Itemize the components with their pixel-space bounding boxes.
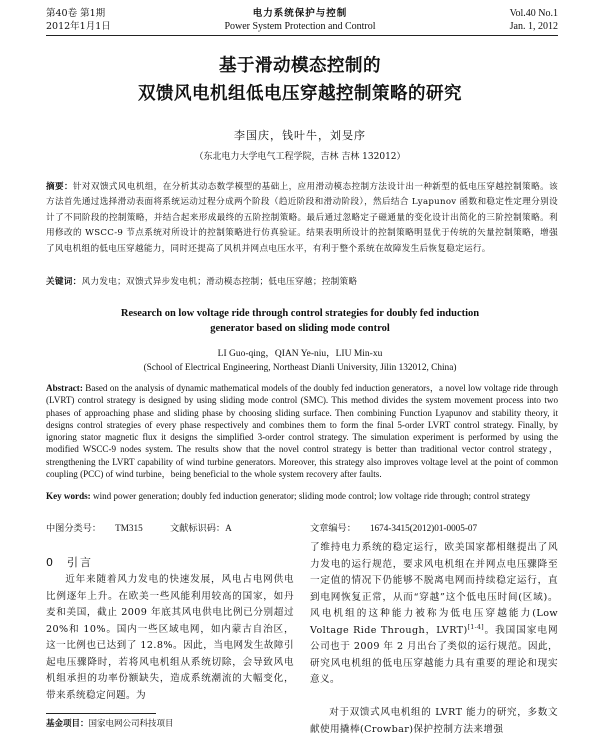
clc-label: 中图分类号： xyxy=(46,523,102,534)
header-volume-en: Vol.40 No.1 xyxy=(509,8,558,19)
classification-clc xyxy=(46,520,143,534)
header-volume-cn: 第40卷 第1期 xyxy=(46,8,106,19)
footnote-label: 基金项目： xyxy=(46,719,89,729)
keywords-en-text: wind power generation; doubly fed induction generator; sliding mode control; low voltage ride through; control strategy xyxy=(93,491,531,501)
classification-doc xyxy=(170,520,232,534)
title-en-line2: generator based on sliding mode control xyxy=(210,323,390,334)
section-title: 引言 xyxy=(67,556,93,569)
section-number: 0 xyxy=(46,556,53,569)
doc-label: 文献标识码： xyxy=(170,523,226,534)
keywords-cn xyxy=(46,275,558,290)
article-value: 1674-3415(2012)01-0005-07 xyxy=(369,523,478,533)
body-left-paragraph: 近年来随着风力发电的快速发展，风电占电网供电比例逐年上升。在欧美一些风能利用较高的国家，如丹麦和美国，截止 2009 年底其风电供电比例已分别超过 20%和 10%。国内一些区域电网，如内蒙古自治区，这一比例也已达到了 12.8%。因此，当电网发生故障引起电压骤降时，若将风电机组从系统切除，会导致风电机组承担的功率份额缺失，造成系统潮流的大幅变化，带来系统稳定问题。为 xyxy=(46,574,294,701)
keywords-cn-text: 风力发电；双馈式异步发电机；滑动模态控制；低电压穿越；控制策略 xyxy=(81,277,358,287)
citation-ref: [1-4] xyxy=(467,623,484,631)
header-journal-en: Power System Protection and Control xyxy=(224,21,376,32)
abstract-cn xyxy=(46,180,558,257)
doc-value: A xyxy=(225,523,232,533)
body-right-paragraph-2: 对于双馈式风电机组的 LVRT 能力的研究，多数文献使用撬棒(Crowbar)保护控制方法来增强 xyxy=(310,707,558,735)
footnote-text: 国家电网公司科技项目 xyxy=(88,719,174,729)
article-label: 文章编号： xyxy=(310,523,356,534)
header-journal-cn: 电力系统保护与控制 xyxy=(252,8,348,19)
body-right-para1-after: 。我国国家电网公司也于 2009 年 2 月出台了类似的运行规范。因此，研究风电机组的低电压穿越能力具有重要的理论和现实意义。 xyxy=(310,624,558,685)
abstract-en-label: Abstract: xyxy=(46,383,83,393)
affiliation-cn: （东北电力大学电气工程学院，吉林 吉林 132012） xyxy=(194,152,406,162)
keywords-cn-label: 关键词： xyxy=(46,277,82,287)
authors-cn: 李国庆，钱叶牛，刘旻序 xyxy=(234,129,366,142)
abstract-en-text: Based on the analysis of dynamic mathematical models of the doubly fed induction generators，a novel low voltage ride through (LVRT) control strategy is designed by using sliding mode control (SMC). This method divides the system movement process into two phases of approaching phase and sliding phase by choosing sliding surface. Then combining Function Lyapunov and stability theory, it designs control strategies of every phase respectively and combines them to form the final 5-order LVRT control strategy. Finally, by ignoring stator magnetic flux it designs the simplified 3-order control strategy. The simulation experiment is performed by using the modified WSCC-9 nodes system. The results show that the novel control strategy is better than traditional vector control strategy，strengthening the LVRT capability of wind turbine generators. Moreover, this strategy also improves voltage level at the point of common coupling (PCC) of wind turbine，being beneficial to the whole system recovery after faults. xyxy=(46,383,558,480)
abstract-en xyxy=(46,382,558,480)
footnote-rule xyxy=(46,713,156,714)
keywords-en-label: Key words: xyxy=(46,491,91,501)
classification-article xyxy=(310,520,477,534)
header-rule xyxy=(46,35,558,36)
section-heading xyxy=(46,554,93,570)
paper-title-line1: 基于滑动模态控制的 xyxy=(219,56,381,76)
abstract-cn-label: 摘要： xyxy=(46,182,73,192)
authors-en: LI Guo-qing，QIAN Ye-niu，LIU Min-xu xyxy=(217,349,383,359)
body-right-para1-before: 了维持电力系统的稳定运行，欧美国家都相继提出了风力发电的运行规范，要求风电机组在并网点电压骤降至一定值的情况下仍能够不脱离电网而持续稳定运行，直到电网恢复正常，从而“穿越”这个低电压时间(区域)。风电机组的这种能力被称为低电压穿越能力(Low Voltage Ride Through，LVRT) xyxy=(310,542,558,636)
clc-value: TM315 xyxy=(115,523,143,533)
body-right-paragraph-1 xyxy=(310,540,558,689)
affiliation-en: (School of Electrical Engineering, Northeast Dianli University, Jilin 132012, China) xyxy=(143,363,457,373)
title-en-line1: Research on low voltage ride through control strategies for doubly fed induction xyxy=(120,308,480,319)
paper-title-line2: 双馈风电机组低电压穿越控制策略的研究 xyxy=(138,84,462,104)
abstract-cn-text: 针对双馈式风电机组，在分析其动态数学模型的基础上，应用滑动模态控制方法设计出一种新型的低电压穿越控制策略。该方法首先通过选择滑动表面将系统运动过程分成两个阶段（趋近阶段和滑动阶段），然后结合 Lyapunov 函数和稳定性定理分别设计了不同阶段的控制策略，并结合起来形成最终的五阶控制策略。最后通过忽略定子磁通量的变化设计出简化的三阶控制策略。利用修改的 WSCC-9 节点系统对所设计的控制策略进行仿真验证。结果表明所设计的控制策略明显优于传统的矢量控制策略，增强了风电机组的低电压穿越能力，同时还提高了风机并网点电压水平，有利于整个系统在故障发生后恢复稳定运行。 xyxy=(46,182,558,254)
footnote xyxy=(46,717,174,729)
keywords-en xyxy=(46,490,558,502)
header-date-cn: 2012年1月1日 xyxy=(46,21,111,32)
header-date-en: Jan. 1, 2012 xyxy=(509,21,558,32)
